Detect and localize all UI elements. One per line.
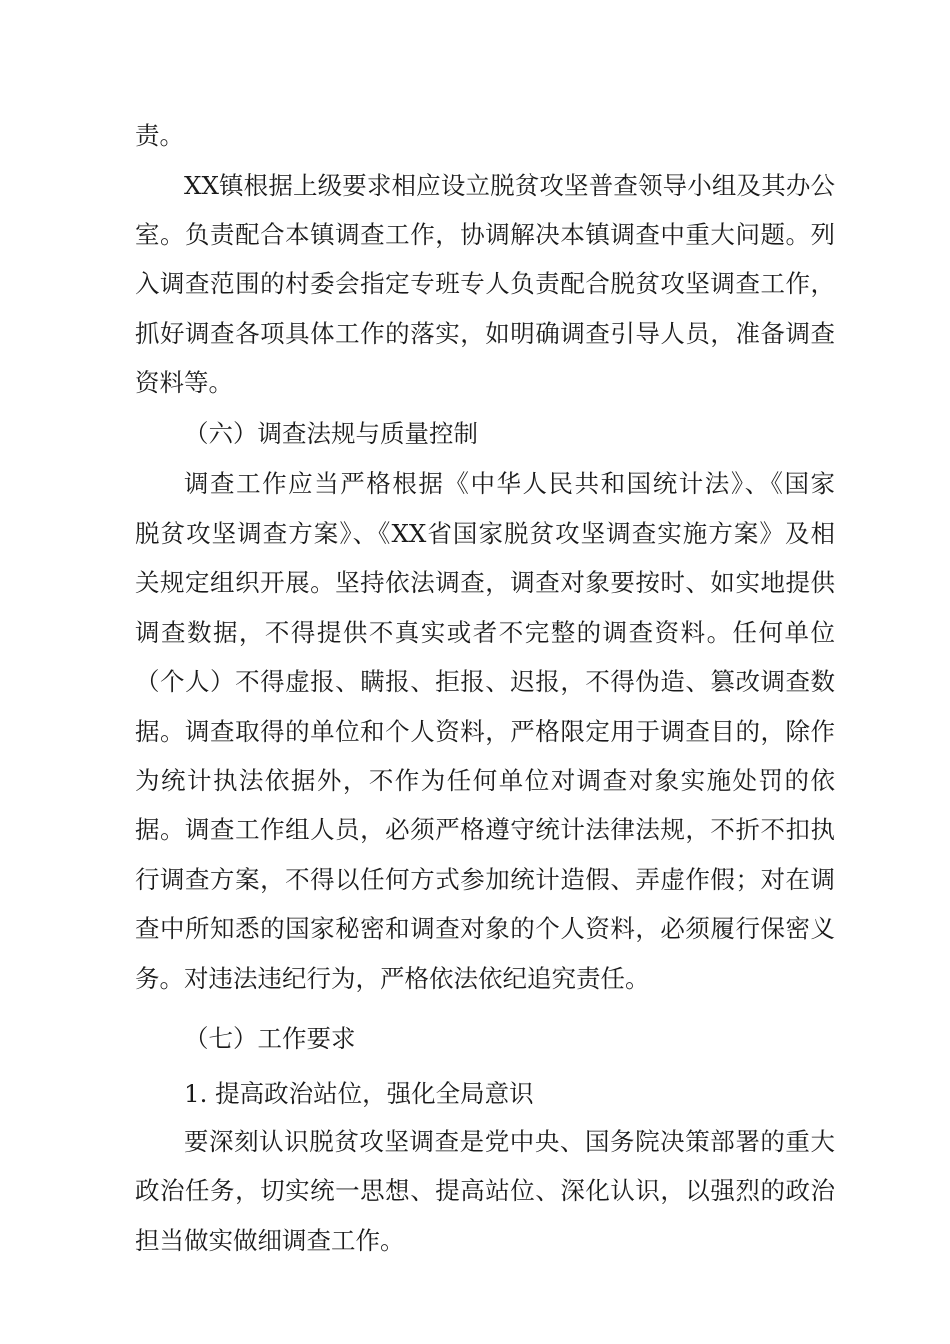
paragraph-line: 关规定组织开展。坚持依法调查，调查对象要按时、如实地提供 <box>135 568 835 597</box>
paragraph-line: 脱贫攻坚调查方案》、《XX省国家脱贫攻坚调查实施方案》及相 <box>135 519 835 548</box>
subsection-heading: 1. 提高政治站位，强化全局意识 <box>184 1079 534 1108</box>
section-heading: （七）工作要求 <box>184 1024 356 1053</box>
paragraph-line: XX镇根据上级要求相应设立脱贫攻坚普查领导小组及其办公 <box>184 171 835 200</box>
paragraph-line: 据。调查工作组人员，必须严格遵守统计法律法规，不折不扣执 <box>135 815 835 844</box>
paragraph-line: 务。对违法违纪行为，严格依法依纪追究责任。 <box>135 964 650 993</box>
paragraph-line: 资料等。 <box>135 368 233 397</box>
paragraph-line: 查中所知悉的国家秘密和调查对象的个人资料，必须履行保密义 <box>135 914 835 943</box>
paragraph-line: 据。调查取得的单位和个人资料，严格限定用于调查目的，除作 <box>135 717 835 746</box>
paragraph-line: 调查工作应当严格根据《中华人民共和国统计法》、《国家 <box>184 469 835 498</box>
paragraph-line: （个人）不得虚报、瞒报、拒报、迟报，不得伪造、篡改调查数 <box>135 667 835 696</box>
paragraph-line: 入调查范围的村委会指定专班专人负责配合脱贫攻坚调查工作， <box>135 269 835 298</box>
paragraph-line: 责。 <box>135 121 184 150</box>
paragraph-line: 室。负责配合本镇调查工作，协调解决本镇调查中重大问题。列 <box>135 220 835 249</box>
section-heading: （六）调查法规与质量控制 <box>184 419 478 448</box>
paragraph-line: 调查数据，不得提供不真实或者不完整的调查资料。任何单位 <box>135 618 835 647</box>
paragraph-line: 政治任务，切实统一思想、提高站位、深化认识，以强烈的政治 <box>135 1176 835 1205</box>
paragraph-line: 抓好调查各项具体工作的落实，如明确调查引导人员，准备调查 <box>135 319 835 348</box>
paragraph-line: 行调查方案，不得以任何方式参加统计造假、弄虚作假；对在调 <box>135 865 835 894</box>
paragraph-line: 为统计执法依据外，不作为任何单位对调查对象实施处罚的依 <box>135 766 835 795</box>
paragraph-line: 担当做实做细调查工作。 <box>135 1226 405 1255</box>
paragraph-line: 要深刻认识脱贫攻坚调查是党中央、国务院决策部署的重大 <box>184 1127 835 1156</box>
